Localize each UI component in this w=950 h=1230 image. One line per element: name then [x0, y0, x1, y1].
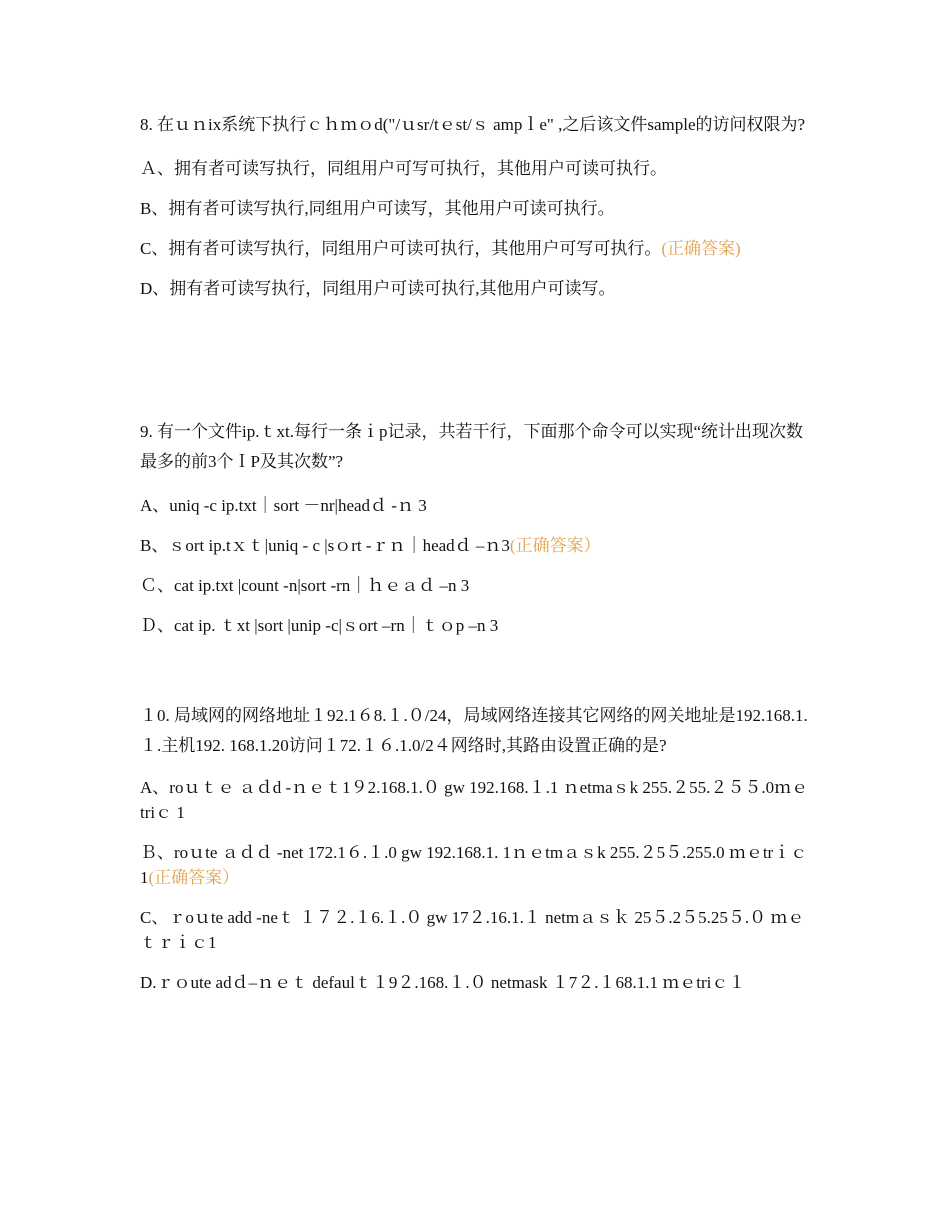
option-text: A、roｕｔｅ ａｄd -ｎｅｔ1９2.168.1.０ gw 192.168.１.1 ｎetmaｓk 255.２55.２５５.0ｍｅtriｃ 1	[140, 778, 809, 822]
question-stem: 9. 有一个文件ip.ｔxt.每行一条ｉp记录，共若干行，下面那个命令可以实现“统计出现次数最多的前3个ＩP及其次数”?	[140, 422, 803, 471]
option-text: Ｂ、roｕte ａｄｄ -net 172.1６.１.0 gw 192.168.1. 1ｎｅtmａｓk 255.２5５.255.0 ｍｅtrｉｃ1	[140, 843, 808, 887]
correct-answer-mark: (正确答案)	[661, 239, 741, 258]
option-b	[140, 196, 812, 221]
option-a	[140, 493, 812, 518]
question-8	[140, 110, 812, 316]
option-text: B、拥有者可读写执行,同组用户可读写，其他用户可读可执行。	[140, 199, 615, 218]
question-9	[140, 417, 812, 653]
option-b	[140, 840, 812, 890]
option-d	[140, 970, 812, 995]
question-stem: 8. 在ｕｎix系统下执行ｃｈｍｏd("/ｕsr/tｅst/ｓ ampｌe" ,之后该文件sample的访问权限为?	[140, 115, 806, 134]
option-d	[140, 276, 812, 301]
option-text: D.ｒｏute adｄ–ｎｅｔ defaulｔ１9２.168.１.０ netmask １7２.１68.1.1 ｍｅtriｃ１	[140, 973, 746, 992]
option-a	[140, 156, 812, 181]
option-text: B、ｓort ip.tｘｔ|uniq - c |sｏrt -ｒｎ｜headｄ –ｎ3	[140, 536, 510, 555]
option-text: Ａ、拥有者可读写执行，同组用户可写可执行，其他用户可读可执行。	[140, 159, 667, 178]
option-text: A、uniq -c ip.txt｜sort －nr|headｄ -ｎ 3	[140, 496, 427, 515]
option-c	[140, 236, 812, 261]
question-10	[140, 701, 812, 1010]
option-text: D、拥有者可读写执行，同组用户可读可执行,其他用户可读写。	[140, 279, 616, 298]
option-d	[140, 613, 812, 638]
question-stem: １0. 局域网的网络地址１92.1６8.１.０/24，局域网络连接其它网络的网关地址是192.168.1.１.主机192. 168.1.20访问１72.１６.1.0/2４网络时,其路由设置正确的是?	[140, 706, 808, 755]
option-text: Ｃ、cat ip.txt |count -n|sort -rn｜ｈｅａｄ –n 3	[140, 576, 470, 595]
option-c	[140, 905, 812, 955]
option-a	[140, 775, 812, 825]
option-b	[140, 533, 812, 558]
option-text: C、拥有者可读写执行，同组用户可读可执行，其他用户可写可执行。	[140, 239, 662, 258]
option-text: Ｄ、cat ip. ｔxt |sort |unip -c|ｓort –rn｜ｔｏp –n 3	[140, 616, 499, 635]
option-text: C、ｒoｕte add -neｔ １７２.１6.１.０ gw 17２.16.1.１ netmａｓｋ 25５.2５5.25５.０ ｍｅｔｒｉｃ1	[140, 908, 805, 952]
correct-answer-mark: (正确答案）	[509, 536, 601, 555]
correct-answer-mark: (正确答案）	[148, 868, 240, 887]
option-c	[140, 573, 812, 598]
